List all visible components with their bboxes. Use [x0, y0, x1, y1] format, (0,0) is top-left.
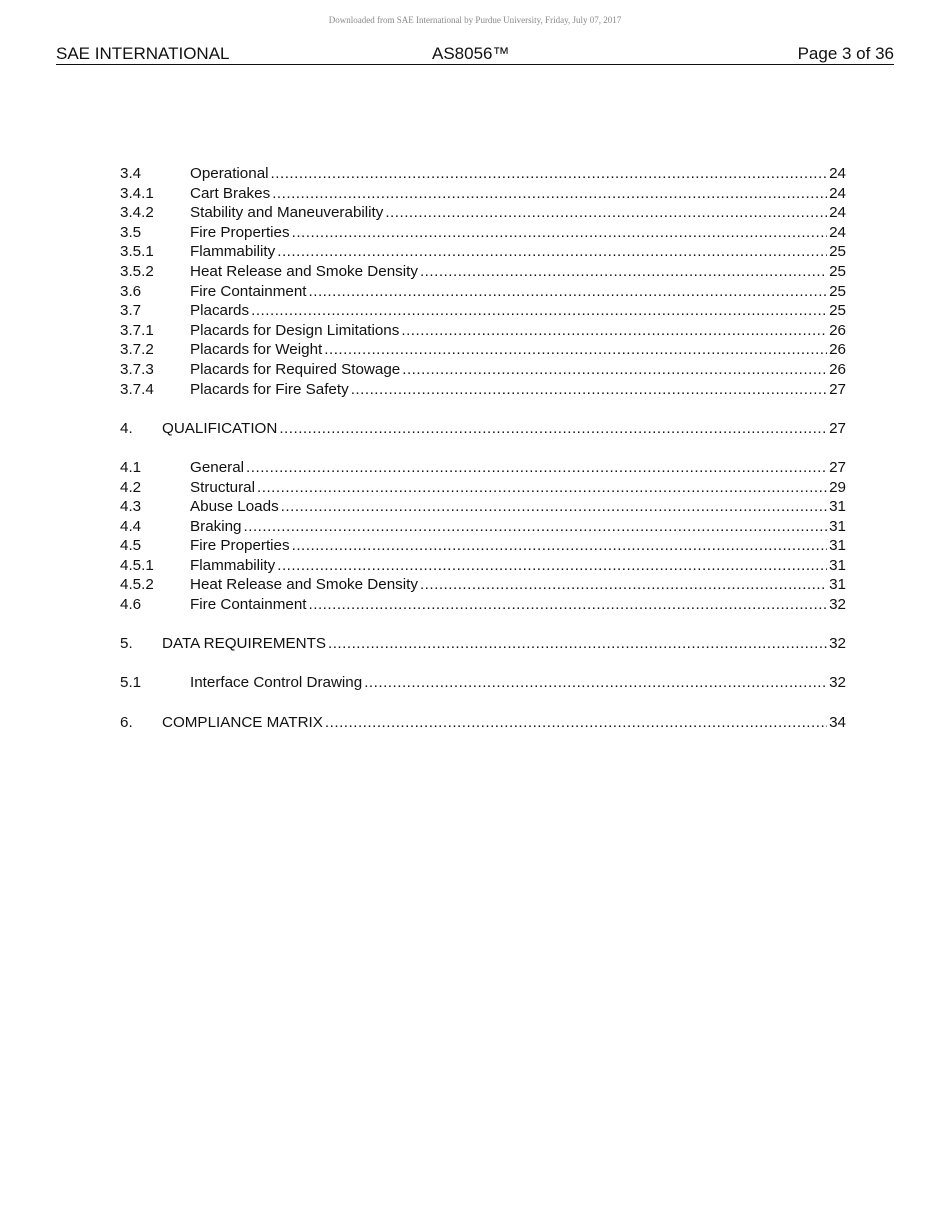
toc-entry [120, 321, 846, 341]
toc-title: COMPLIANCE MATRIX [162, 713, 323, 731]
toc-title: General [190, 458, 245, 476]
toc-title: Abuse Loads [190, 498, 279, 516]
toc-entry [120, 262, 846, 282]
toc-page: 32 [829, 596, 846, 614]
toc-title: Placards for Weight [190, 341, 323, 359]
header-page-number: Page 3 of 36 [797, 44, 894, 63]
toc-page: 31 [829, 576, 846, 594]
toc-title: Heat Release and Smoke Density [190, 262, 418, 280]
toc-dot-leader [244, 517, 828, 537]
toc-dot-leader [351, 380, 827, 400]
toc-title: Operational [190, 165, 269, 182]
toc-dot-leader [309, 282, 828, 302]
toc-title: Placards for Required Stowage [190, 360, 401, 378]
toc-page: 26 [829, 341, 846, 359]
toc-dot-leader [279, 419, 827, 439]
toc-title: DATA REQUIREMENTS [162, 635, 326, 653]
toc-number: 4.5.2 [120, 576, 154, 594]
toc-number: 4.5.1 [120, 556, 154, 574]
toc-number: 5. [120, 635, 133, 653]
toc-title: Flammability [190, 556, 276, 574]
toc-entry [120, 458, 846, 478]
toc-number: 3.4 [120, 165, 142, 182]
toc-page: 27 [829, 419, 846, 437]
toc-number: 3.7 [120, 302, 142, 320]
toc-title: Fire Containment [190, 596, 307, 614]
toc-page: 31 [829, 556, 846, 574]
toc-dot-leader [364, 673, 827, 693]
toc-dot-leader [385, 203, 827, 223]
toc-page: 31 [829, 498, 846, 516]
toc-entry [120, 497, 846, 517]
toc-title: Fire Properties [190, 537, 290, 555]
toc-title: Stability and Maneuverability [190, 204, 384, 222]
toc-number: 4.3 [120, 498, 142, 516]
toc-entry [120, 340, 846, 360]
toc-dot-leader [292, 223, 827, 243]
table-of-contents [120, 164, 846, 732]
toc-title: Fire Containment [190, 282, 307, 300]
page-header [56, 44, 894, 65]
toc-number: 3.7.4 [120, 380, 154, 398]
toc-entry [120, 575, 846, 595]
toc-section-entry [120, 634, 846, 654]
toc-page: 26 [829, 321, 846, 339]
toc-section-entry [120, 419, 846, 439]
toc-dot-leader [325, 713, 827, 733]
toc-number: 4.5 [120, 537, 142, 555]
toc-title: Placards [190, 302, 250, 320]
toc-number: 4.6 [120, 596, 142, 614]
toc-title: Cart Brakes [190, 184, 271, 202]
toc-number: 5.1 [120, 674, 142, 692]
toc-number: 4. [120, 419, 133, 437]
toc-entry [120, 556, 846, 576]
toc-page: 25 [829, 243, 846, 261]
toc-number: 4.4 [120, 517, 142, 535]
toc-number: 3.7.2 [120, 341, 154, 359]
toc-number: 3.5 [120, 223, 142, 241]
toc-dot-leader [277, 556, 827, 576]
toc-entry [120, 282, 846, 302]
toc-title: Interface Control Drawing [190, 674, 363, 692]
toc-page: 31 [829, 537, 846, 555]
toc-page: 34 [829, 713, 846, 731]
download-watermark: Downloaded from SAE International by Purdue University, Friday, July 07, 2017 [328, 15, 622, 25]
toc-page: 25 [829, 282, 846, 300]
toc-page: 26 [829, 360, 846, 378]
toc-number: 4.2 [120, 478, 142, 496]
toc-page: 24 [829, 223, 846, 241]
toc-page: 29 [829, 478, 846, 496]
toc-entry [120, 184, 846, 204]
toc-dot-leader [246, 458, 827, 478]
toc-title: Structural [190, 478, 255, 496]
toc-number: 3.7.1 [120, 321, 154, 339]
toc-dot-leader [328, 634, 827, 654]
toc-entry [120, 673, 846, 693]
toc-entry [120, 380, 846, 400]
toc-dot-leader [251, 301, 827, 321]
toc-entry [120, 536, 846, 556]
toc-number: 3.5.2 [120, 262, 154, 280]
toc-dot-leader [420, 575, 827, 595]
toc-number: 4.1 [120, 458, 142, 476]
toc-page: 24 [829, 184, 846, 202]
toc-entry [120, 360, 846, 380]
toc-page: 24 [829, 165, 846, 182]
toc-dot-leader [420, 262, 827, 282]
toc-page: 32 [829, 674, 846, 692]
toc-dot-leader [402, 360, 827, 380]
toc-entry [120, 595, 846, 615]
toc-section-entry [120, 713, 846, 733]
toc-number: 3.6 [120, 282, 142, 300]
header-document-number: AS8056™ [432, 44, 510, 63]
toc-entry [120, 164, 846, 184]
toc-entry [120, 223, 846, 243]
toc-dot-leader [272, 184, 827, 204]
toc-page: 31 [829, 517, 846, 535]
toc-entry [120, 203, 846, 223]
toc-page: 25 [829, 262, 846, 280]
toc-dot-leader [257, 478, 827, 498]
toc-page: 24 [829, 204, 846, 222]
toc-number: 3.7.3 [120, 360, 154, 378]
toc-title: Placards for Design Limitations [190, 321, 400, 339]
header-organization: SAE INTERNATIONAL [56, 44, 230, 63]
toc-dot-leader [277, 242, 827, 262]
toc-dot-leader [401, 321, 827, 341]
toc-title: QUALIFICATION [162, 419, 278, 437]
toc-title: Braking [190, 517, 242, 535]
toc-number: 3.4.2 [120, 204, 154, 222]
toc-dot-leader [281, 497, 827, 517]
toc-entry [120, 301, 846, 321]
toc-number: 3.4.1 [120, 184, 154, 202]
toc-title: Flammability [190, 243, 276, 261]
toc-entry [120, 478, 846, 498]
toc-page: 32 [829, 635, 846, 653]
toc-number: 3.5.1 [120, 243, 154, 261]
toc-entry [120, 242, 846, 262]
toc-title: Placards for Fire Safety [190, 380, 349, 398]
toc-dot-leader [292, 536, 827, 556]
toc-entry [120, 517, 846, 537]
toc-page: 25 [829, 302, 846, 320]
toc-title: Fire Properties [190, 223, 290, 241]
toc-dot-leader [324, 340, 827, 360]
toc-dot-leader [309, 595, 828, 615]
toc-page: 27 [829, 380, 846, 398]
toc-dot-leader [271, 164, 828, 184]
toc-page: 27 [829, 458, 846, 476]
toc-number: 6. [120, 713, 133, 731]
toc-title: Heat Release and Smoke Density [190, 576, 418, 594]
